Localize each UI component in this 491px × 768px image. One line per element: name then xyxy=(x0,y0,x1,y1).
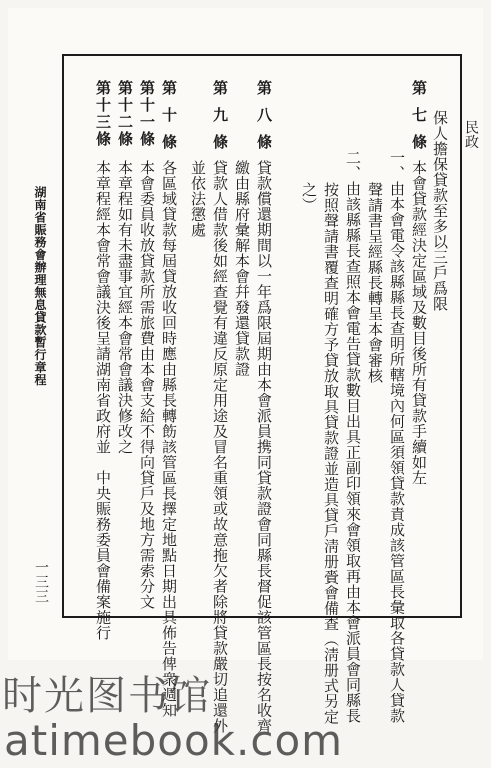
article-label: 第七條 xyxy=(410,80,428,161)
article-label: 第十一條 xyxy=(138,80,156,148)
watermark-text: 时光图书馆 xyxy=(2,673,212,719)
text-column: 之） xyxy=(300,182,318,213)
article-label: 第八條 xyxy=(255,80,273,161)
text-column: 本會委員收放貸款所需旅費由本會支給不得向貸戶及地方需索分文 xyxy=(138,160,156,610)
text-column: 貸款人借款後如經查覺有違反原定用途及冒名重領或故意拖欠者除將貸款嚴切追還外 xyxy=(211,160,229,734)
text-column: 貸款償還期間以一年爲限屆期由本會派員携同貸款證會同縣長督促該管區長按名收齊 xyxy=(255,160,273,734)
watermark-url: atimebook.com xyxy=(4,716,344,765)
text-column: 各區域貸款每屆貸放收回時應由縣長轉飭該管區長擇定地點日期出具佈告俾衆週知 xyxy=(160,160,178,718)
text-column: 繳由縣府彙解本會幷發還貸款證 xyxy=(233,160,251,377)
article-label: 第九條 xyxy=(211,80,229,161)
article-label: 第十條 xyxy=(160,80,178,161)
text-column: 保人擔保貸款至多以三戶爲限 xyxy=(431,110,449,312)
text-column: 本會貸款經決定區域及數目後所有貸款手續如左 xyxy=(410,160,428,486)
text-column: 並依法懲處 xyxy=(189,160,207,238)
text-column: 本章程經本會常會議決後呈請湖南省政府並 中央賑務委員會備案施行 xyxy=(94,160,112,641)
text-column: 聲請書呈經縣長轉呈本會審核 xyxy=(366,182,384,384)
page-number: 一三三 xyxy=(33,560,49,604)
text-column: 一、由本會電令該縣縣長查明所轄境內何區須領貸款責成該管區長彙取各貸款人貸款 xyxy=(388,150,406,724)
text-column: 二、由該縣縣長查照本會電告貸款數目出具正副印領來會領取再由本會派員會同縣長 xyxy=(344,150,362,724)
running-title: 湖南省賑務會辦理無息貸款暫行章程 xyxy=(33,186,47,386)
section-name: 民政 xyxy=(463,120,479,149)
text-column: 本章程如有未盡事宜經本會常會議決修改之 xyxy=(116,160,134,455)
article-label: 第十三條 xyxy=(94,80,112,148)
text-column: 按照聲請書覆查明確方予貸放取具貸款證並造具貸戶淸册賫會備查（淸册式另定 xyxy=(322,182,340,725)
article-label: 第十二條 xyxy=(116,80,134,148)
